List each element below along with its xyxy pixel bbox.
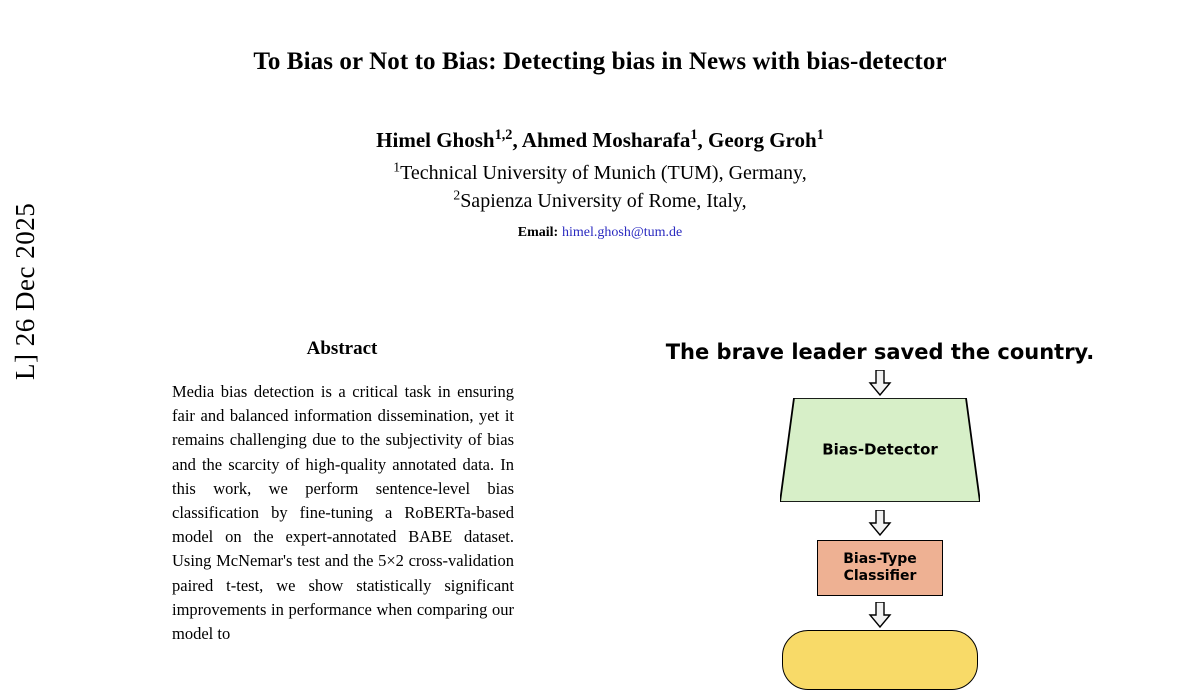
author-2-affil-marker: 1: [690, 127, 698, 143]
figure-input-sentence: The brave leader saved the country.: [665, 340, 1095, 364]
author-2-name: , Ahmed Mosharafa: [512, 128, 691, 152]
node-bias-type-classifier-label-line1: Bias-Type: [843, 551, 917, 567]
author-3-affil-marker: 1: [816, 127, 824, 143]
node-bias-detector: [780, 398, 980, 502]
affiliation-2: [0, 187, 1200, 213]
affiliation-1-marker: 1: [393, 159, 401, 175]
arxiv-side-stamp: L] 26 Dec 2025: [10, 202, 40, 380]
affiliation-2-marker: 2: [453, 187, 461, 203]
affiliation-2-text: Sapienza University of Rome, Italy,: [460, 190, 747, 212]
abstract-text: Media bias detection is a critical task in ensuring fair and balanced information dissemination, yet it remains challenging due to the subjectivity of bias and the scarcity of high-quality annotated data. In this work, we perform sentence-level bias classification by fine-tuning a RoBERTa-based model on the expert-annotated BABE dataset. Using McNemar's test and the 5×2 cross-validation paired t-test, we show statistically significant improvements in performance when comparing our model to: [172, 382, 514, 644]
abstract-heading: Abstract: [306, 338, 378, 359]
affiliation-1: [0, 159, 1200, 185]
contact-email-line: [0, 224, 1200, 241]
node-third-stage: [782, 630, 978, 690]
author-1-name: Himel Ghosh: [376, 128, 495, 152]
author-3-name: , Georg Groh: [697, 128, 817, 152]
node-bias-type-classifier: [817, 540, 943, 596]
author-1-affil-marker: 1,2: [494, 127, 513, 143]
node-bias-type-classifier-label-line2: Classifier: [843, 568, 917, 584]
pipeline-figure: [600, 330, 1160, 650]
email-link[interactable]: himel.ghosh@tum.de: [561, 225, 683, 240]
page-title: To Bias or Not to Bias: Detecting bias in News with bias-detector: [253, 48, 947, 75]
affiliation-1-text: Technical University of Munich (TUM), Germany,: [400, 162, 807, 184]
author-list: [0, 128, 1200, 153]
arrow-down-icon-1: [868, 370, 892, 396]
arrow-down-icon-2: [868, 510, 892, 536]
node-bias-detector-label: Bias-Detector: [822, 440, 938, 459]
node-bias-type-classifier-label: [843, 551, 917, 585]
arrow-down-icon-3: [868, 602, 892, 628]
email-label: Email:: [517, 225, 559, 240]
